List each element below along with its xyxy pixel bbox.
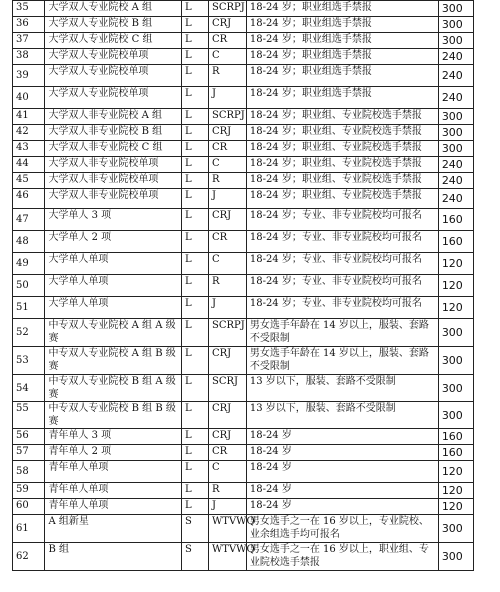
event-name-cell: 大学单人 2 项 bbox=[45, 231, 182, 253]
event-name-cell: 大学单人单项 bbox=[45, 275, 182, 297]
event-name-cell: 中专双人专业院校 B 组 A 级赛 bbox=[45, 375, 182, 402]
event-name-cell: 大学双人非专业院校单项 bbox=[45, 157, 182, 173]
group-cell: L bbox=[181, 275, 208, 297]
group-cell: L bbox=[181, 1, 208, 17]
fee-cell: 300 bbox=[438, 33, 473, 49]
fee-cell: 240 bbox=[438, 189, 473, 209]
dance-code-cell: J bbox=[209, 189, 247, 209]
group-cell: L bbox=[181, 499, 208, 515]
group-cell: L bbox=[181, 173, 208, 189]
table-row bbox=[13, 429, 474, 445]
requirement-cell: 13 岁以下，服装、套路不受限制 bbox=[246, 402, 438, 429]
event-name-cell: 大学双人非专业院校 A 组 bbox=[45, 109, 182, 125]
dance-code-cell: R bbox=[209, 65, 247, 87]
requirement-cell: 18-24 岁；职业组选手禁报 bbox=[246, 87, 438, 109]
event-name-cell: 大学双人专业院校 A 组 bbox=[45, 1, 182, 17]
row-number-cell: 51 bbox=[13, 297, 45, 319]
group-cell: L bbox=[181, 141, 208, 157]
requirement-cell: 男女选手之一在 16 岁以上，专业院校、业余组选手均可报名 bbox=[246, 515, 438, 543]
event-name-cell: 大学双人非专业院校 C 组 bbox=[45, 141, 182, 157]
dance-code-cell: SCRPJ bbox=[209, 109, 247, 125]
table-row bbox=[13, 375, 474, 402]
row-number-cell: 44 bbox=[13, 157, 45, 173]
dance-code-cell: R bbox=[209, 173, 247, 189]
fee-cell: 160 bbox=[438, 231, 473, 253]
requirement-cell: 18-24 岁；职业组选手禁报 bbox=[246, 65, 438, 87]
group-cell: L bbox=[181, 65, 208, 87]
table-row bbox=[13, 253, 474, 275]
table-row bbox=[13, 17, 474, 33]
requirement-cell: 18-24 岁；职业组选手禁报 bbox=[246, 49, 438, 65]
row-number-cell: 48 bbox=[13, 231, 45, 253]
fee-cell: 120 bbox=[438, 499, 473, 515]
fee-cell: 300 bbox=[438, 515, 473, 543]
event-name-cell: 大学单人单项 bbox=[45, 297, 182, 319]
row-number-cell: 42 bbox=[13, 125, 45, 141]
group-cell: L bbox=[181, 375, 208, 402]
registration-fee-table bbox=[12, 0, 474, 571]
event-name-cell: 大学双人非专业院校单项 bbox=[45, 173, 182, 189]
group-cell: S bbox=[181, 543, 208, 571]
fee-cell: 300 bbox=[438, 543, 473, 571]
row-number-cell: 57 bbox=[13, 445, 45, 461]
requirement-cell: 男女选手年龄在 14 岁以上，服装、套路不受限制 bbox=[246, 347, 438, 375]
event-name-cell: 大学单人 3 项 bbox=[45, 209, 182, 231]
table-row bbox=[13, 87, 474, 109]
requirement-cell: 18-24 岁；专业、非专业院校均可报名 bbox=[246, 297, 438, 319]
table-row bbox=[13, 499, 474, 515]
fee-cell: 300 bbox=[438, 319, 473, 347]
table-row bbox=[13, 402, 474, 429]
table-row bbox=[13, 445, 474, 461]
event-name-cell: B 组 bbox=[45, 543, 182, 571]
table-row bbox=[13, 297, 474, 319]
group-cell: L bbox=[181, 483, 208, 499]
requirement-cell: 18-24 岁；专业、非专业院校均可报名 bbox=[246, 275, 438, 297]
fee-cell: 240 bbox=[438, 157, 473, 173]
fee-cell: 300 bbox=[438, 1, 473, 17]
fee-cell: 160 bbox=[438, 209, 473, 231]
event-name-cell: 中专双人专业院校 A 组 A 级赛 bbox=[45, 319, 182, 347]
group-cell: L bbox=[181, 17, 208, 33]
table-row bbox=[13, 515, 474, 543]
dance-code-cell: CR bbox=[209, 231, 247, 253]
row-number-cell: 50 bbox=[13, 275, 45, 297]
table-body bbox=[13, 1, 474, 571]
group-cell: L bbox=[181, 125, 208, 141]
row-number-cell: 37 bbox=[13, 33, 45, 49]
row-number-cell: 58 bbox=[13, 461, 45, 483]
group-cell: L bbox=[181, 87, 208, 109]
table-row bbox=[13, 275, 474, 297]
row-number-cell: 52 bbox=[13, 319, 45, 347]
group-cell: L bbox=[181, 231, 208, 253]
row-number-cell: 47 bbox=[13, 209, 45, 231]
group-cell: L bbox=[181, 297, 208, 319]
group-cell: L bbox=[181, 157, 208, 173]
table-row bbox=[13, 189, 474, 209]
group-cell: L bbox=[181, 209, 208, 231]
fee-cell: 120 bbox=[438, 483, 473, 499]
dance-code-cell: SCRPJ bbox=[209, 1, 247, 17]
fee-cell: 160 bbox=[438, 429, 473, 445]
row-number-cell: 45 bbox=[13, 173, 45, 189]
requirement-cell: 18-24 岁；职业组、专业院校选手禁报 bbox=[246, 125, 438, 141]
dance-code-cell: SCRJ bbox=[209, 375, 247, 402]
fee-cell: 120 bbox=[438, 461, 473, 483]
row-number-cell: 49 bbox=[13, 253, 45, 275]
requirement-cell: 18-24 岁；职业组选手禁报 bbox=[246, 1, 438, 17]
dance-code-cell: CR bbox=[209, 141, 247, 157]
group-cell: L bbox=[181, 461, 208, 483]
event-name-cell: 青年单人 3 项 bbox=[45, 429, 182, 445]
dance-code-cell: CR bbox=[209, 445, 247, 461]
event-name-cell: 大学单人单项 bbox=[45, 253, 182, 275]
table-row bbox=[13, 141, 474, 157]
event-name-cell: 大学双人专业院校单项 bbox=[45, 65, 182, 87]
event-name-cell: 青年单人 2 项 bbox=[45, 445, 182, 461]
group-cell: L bbox=[181, 429, 208, 445]
table-row bbox=[13, 65, 474, 87]
dance-code-cell: J bbox=[209, 87, 247, 109]
requirement-cell: 18-24 岁 bbox=[246, 429, 438, 445]
group-cell: L bbox=[181, 189, 208, 209]
dance-code-cell: C bbox=[209, 253, 247, 275]
event-name-cell: 大学双人专业院校 C 组 bbox=[45, 33, 182, 49]
fee-cell: 300 bbox=[438, 141, 473, 157]
table-row bbox=[13, 347, 474, 375]
fee-cell: 240 bbox=[438, 87, 473, 109]
row-number-cell: 59 bbox=[13, 483, 45, 499]
dance-code-cell: C bbox=[209, 461, 247, 483]
dance-code-cell: CRJ bbox=[209, 209, 247, 231]
table-row bbox=[13, 49, 474, 65]
row-number-cell: 38 bbox=[13, 49, 45, 65]
fee-cell: 240 bbox=[438, 173, 473, 189]
requirement-cell: 男女选手之一在 16 岁以上，职业组、专业院校选手禁报 bbox=[246, 543, 438, 571]
requirement-cell: 男女选手年龄在 14 岁以上，服装、套路不受限制 bbox=[246, 319, 438, 347]
event-name-cell: 青年单人单项 bbox=[45, 483, 182, 499]
table-row bbox=[13, 1, 474, 17]
row-number-cell: 36 bbox=[13, 17, 45, 33]
dance-code-cell: CRJ bbox=[209, 347, 247, 375]
group-cell: L bbox=[181, 445, 208, 461]
table-row bbox=[13, 173, 474, 189]
group-cell: S bbox=[181, 515, 208, 543]
group-cell: L bbox=[181, 402, 208, 429]
dance-code-cell: CRJ bbox=[209, 402, 247, 429]
group-cell: L bbox=[181, 347, 208, 375]
event-name-cell: 中专双人专业院校 A 组 B 级赛 bbox=[45, 347, 182, 375]
dance-code-cell: C bbox=[209, 157, 247, 173]
row-number-cell: 39 bbox=[13, 65, 45, 87]
table-row bbox=[13, 33, 474, 49]
group-cell: L bbox=[181, 49, 208, 65]
row-number-cell: 62 bbox=[13, 543, 45, 571]
requirement-cell: 18-24 岁；专业、非专业院校均可报名 bbox=[246, 209, 438, 231]
requirement-cell: 18-24 岁 bbox=[246, 445, 438, 461]
fee-cell: 300 bbox=[438, 125, 473, 141]
dance-code-cell: R bbox=[209, 483, 247, 499]
requirement-cell: 18-24 岁；职业组选手禁报 bbox=[246, 17, 438, 33]
fee-cell: 300 bbox=[438, 109, 473, 125]
fee-cell: 240 bbox=[438, 65, 473, 87]
row-number-cell: 54 bbox=[13, 375, 45, 402]
row-number-cell: 43 bbox=[13, 141, 45, 157]
group-cell: L bbox=[181, 319, 208, 347]
requirement-cell: 13 岁以下，服装、套路不受限制 bbox=[246, 375, 438, 402]
dance-code-cell: CRJ bbox=[209, 17, 247, 33]
requirement-cell: 18-24 岁 bbox=[246, 483, 438, 499]
event-name-cell: 中专双人专业院校 B 组 B 级赛 bbox=[45, 402, 182, 429]
requirement-cell: 18-24 岁；职业组、专业院校选手禁报 bbox=[246, 141, 438, 157]
group-cell: L bbox=[181, 33, 208, 49]
dance-code-cell: WTVWQ bbox=[209, 543, 247, 571]
row-number-cell: 53 bbox=[13, 347, 45, 375]
requirement-cell: 18-24 岁 bbox=[246, 461, 438, 483]
table-row bbox=[13, 231, 474, 253]
dance-code-cell: SCRPJ bbox=[209, 319, 247, 347]
event-name-cell: 大学双人非专业院校单项 bbox=[45, 189, 182, 209]
row-number-cell: 60 bbox=[13, 499, 45, 515]
fee-cell: 240 bbox=[438, 49, 473, 65]
row-number-cell: 46 bbox=[13, 189, 45, 209]
dance-code-cell: J bbox=[209, 297, 247, 319]
fee-cell: 120 bbox=[438, 275, 473, 297]
fee-cell: 160 bbox=[438, 445, 473, 461]
event-name-cell: 大学双人专业院校单项 bbox=[45, 87, 182, 109]
row-number-cell: 35 bbox=[13, 1, 45, 17]
requirement-cell: 18-24 岁；职业组、专业院校选手禁报 bbox=[246, 189, 438, 209]
requirement-cell: 18-24 岁；职业组、专业院校选手禁报 bbox=[246, 157, 438, 173]
dance-code-cell: CRJ bbox=[209, 429, 247, 445]
table-row bbox=[13, 483, 474, 499]
row-number-cell: 41 bbox=[13, 109, 45, 125]
group-cell: L bbox=[181, 253, 208, 275]
fee-cell: 120 bbox=[438, 253, 473, 275]
table-row bbox=[13, 125, 474, 141]
fee-cell: 300 bbox=[438, 347, 473, 375]
event-name-cell: A 组新星 bbox=[45, 515, 182, 543]
row-number-cell: 40 bbox=[13, 87, 45, 109]
row-number-cell: 55 bbox=[13, 402, 45, 429]
event-name-cell: 青年单人单项 bbox=[45, 461, 182, 483]
table-row bbox=[13, 543, 474, 571]
event-name-cell: 大学双人专业院校 B 组 bbox=[45, 17, 182, 33]
table-row bbox=[13, 209, 474, 231]
fee-cell: 300 bbox=[438, 17, 473, 33]
table-row bbox=[13, 319, 474, 347]
requirement-cell: 18-24 岁；专业、非专业院校均可报名 bbox=[246, 253, 438, 275]
row-number-cell: 61 bbox=[13, 515, 45, 543]
event-name-cell: 青年单人单项 bbox=[45, 499, 182, 515]
fee-cell: 300 bbox=[438, 375, 473, 402]
fee-cell: 120 bbox=[438, 297, 473, 319]
requirement-cell: 18-24 岁；职业组、专业院校选手禁报 bbox=[246, 109, 438, 125]
dance-code-cell: C bbox=[209, 49, 247, 65]
row-number-cell: 56 bbox=[13, 429, 45, 445]
event-name-cell: 大学双人专业院校单项 bbox=[45, 49, 182, 65]
requirement-cell: 18-24 岁；职业组选手禁报 bbox=[246, 33, 438, 49]
dance-code-cell: CR bbox=[209, 33, 247, 49]
dance-code-cell: WTVWQ bbox=[209, 515, 247, 543]
table-row bbox=[13, 109, 474, 125]
requirement-cell: 18-24 岁；职业组、专业院校选手禁报 bbox=[246, 173, 438, 189]
table-row bbox=[13, 461, 474, 483]
requirement-cell: 18-24 岁 bbox=[246, 499, 438, 515]
dance-code-cell: J bbox=[209, 499, 247, 515]
group-cell: L bbox=[181, 109, 208, 125]
requirement-cell: 18-24 岁；专业、非专业院校均可报名 bbox=[246, 231, 438, 253]
dance-code-cell: CRJ bbox=[209, 125, 247, 141]
fee-cell: 300 bbox=[438, 402, 473, 429]
event-name-cell: 大学双人非专业院校 B 组 bbox=[45, 125, 182, 141]
table-row bbox=[13, 157, 474, 173]
dance-code-cell: R bbox=[209, 275, 247, 297]
